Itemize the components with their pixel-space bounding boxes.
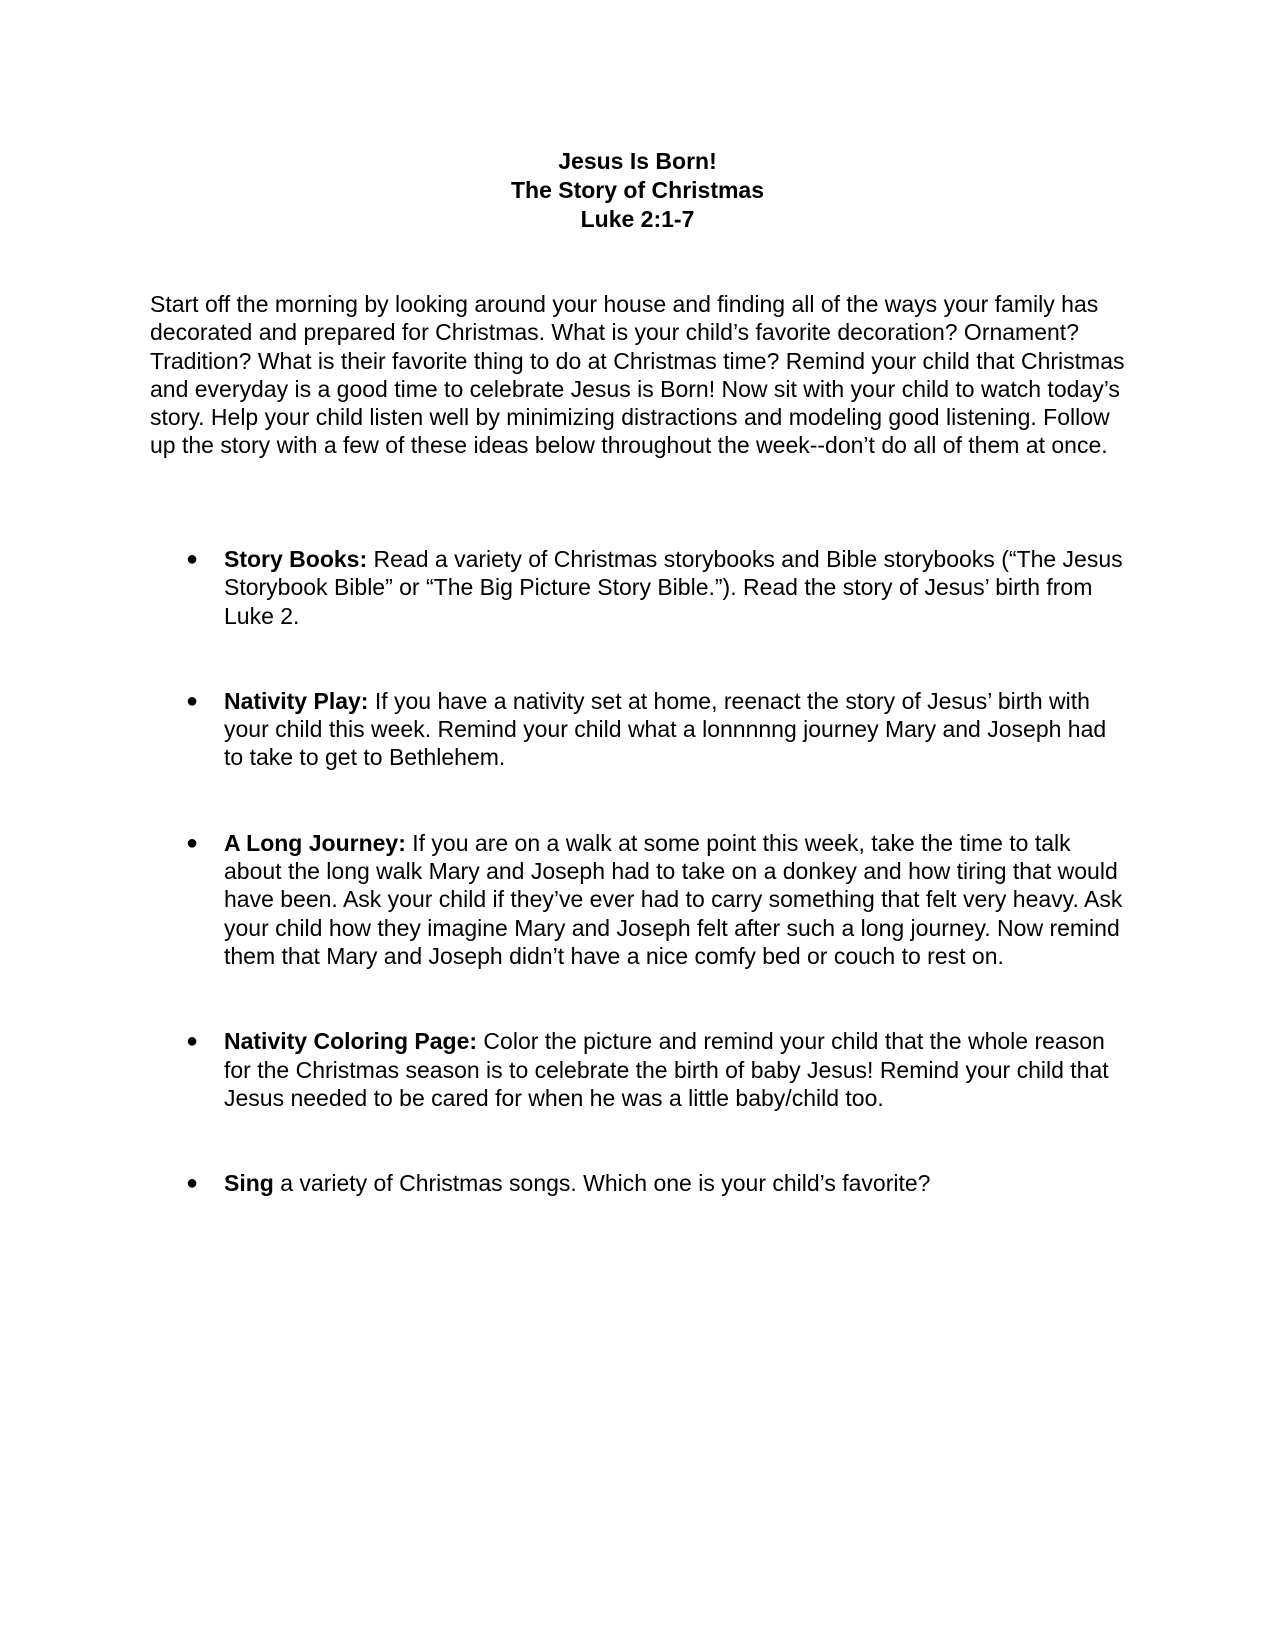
bullet-icon: ● [186, 1172, 199, 1195]
activity-item-coloring-page [0, 1027, 1124, 1112]
activity-lead: Nativity Play: [224, 687, 369, 714]
bullet-icon: ● [186, 831, 199, 854]
activity-text: Color the picture and remind your child that the whole reason for the Christmas season is to celebrate the birth of baby Jesus! Remind your child that Jesus needed to be cared for when he was a little baby/child too. [224, 1028, 1109, 1111]
bullet-icon: ● [186, 548, 199, 570]
activity-lead: Story Books: [224, 546, 368, 572]
title-main: Jesus Is Born! [558, 148, 717, 174]
activity-text: If you are on a walk at some point this week, take the time to talk about the long walk Mary and Joseph had to take on a donkey and how tiring that would have been. Ask your child if they’ve ever had to carry something that felt very heavy. Ask your child how they imagine Mary and Joseph felt after such a long journey. Now remind them that Mary and Joseph didn’t have a nice comfy bed or couch to rest on. [224, 829, 1123, 969]
bullet-icon: ● [186, 1030, 199, 1053]
activity-item-nativity-play [0, 687, 1124, 772]
title-scripture-reference: Luke 2:1-7 [580, 206, 695, 232]
activity-text: If you have a nativity set at home, reenact the story of Jesus’ birth with your child this week. Remind your child what a lonnnnng journey Mary and Joseph had to take to get to Bethlehem. [224, 687, 1107, 771]
activity-item-sing [0, 1169, 1124, 1197]
bullet-icon: ● [186, 689, 199, 712]
activity-item-story-books [0, 545, 1124, 630]
activity-text: a variety of Christmas songs. Which one is your child’s favorite? [273, 1170, 931, 1197]
intro-paragraph: Start off the morning by looking around your house and finding all of the ways your family has decorated and prepared for Christmas. What is your child’s favorite decoration? Ornament? Tradition? What is their favorite thing to do at Christmas time? Remind your child that Christmas and everyday is a good time to celebrate Jesus is Born! Now sit with your child to watch today’s story. Help your child listen well by minimizing distractions and modeling good listening. Follow up the story with a few of these ideas below throughout the week--don’t do all of them at once. [150, 291, 1125, 459]
activity-lead: Sing [224, 1170, 274, 1197]
activity-lead: Nativity Coloring Page: [224, 1028, 478, 1055]
title-subtitle: The Story of Christmas [510, 177, 765, 203]
activity-list [0, 545, 1275, 1254]
document-title [0, 147, 1275, 234]
activity-text: Read a variety of Christmas storybooks and Bible storybooks (“The Jesus Storybook Bible” or “The Big Picture Story Bible.”). Read the story of Jesus’ birth from Luke 2. [224, 546, 1123, 629]
activity-item-long-journey [0, 829, 1124, 970]
activity-lead: A Long Journey: [224, 829, 406, 856]
